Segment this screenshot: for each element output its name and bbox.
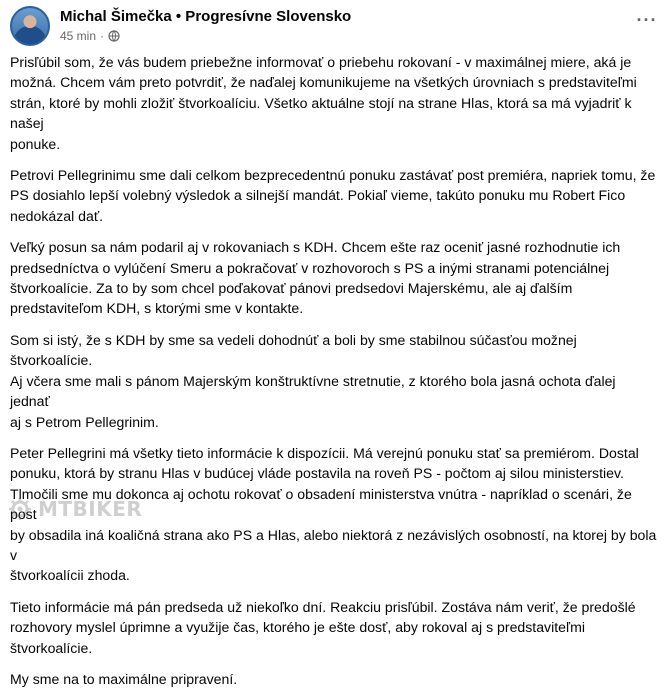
post-paragraph: Prisľúbil som, že vás budem priebežne informovať o priebehu rokovaní - v maximálnej miere, aká je možná. Chcem vám preto potvrdiť, že naďalej komunikujeme na všetkých úrovniach s predstaviteľmi strán, ktoré by mohli zložiť štvorkoalíciu. Všetko aktuálne stojí na strane Hlas, ktorá sa má vyjadriť k našej ponuke. [10, 54, 637, 152]
watermark [8, 495, 168, 523]
post-header [10, 6, 661, 46]
gear-logo-icon [8, 497, 32, 521]
post-paragraph: Veľký posun sa nám podaril aj v rokovaniach s KDH. Chcem ešte raz oceniť jasné rozhodnutie ich predsedníctva o vylúčení Smeru a pokračovať v rozhovoroch s PS a inými stranami potenciálnej štvorkoalície. Za to by som chcel poďakovať pánovi predsedovi Majerskému, ale aj ďalším predstaviteľom KDH, s ktorými sme v kontakte. [10, 239, 621, 317]
meta-separator: · [100, 29, 105, 43]
more-options-icon[interactable]: ··· [636, 9, 658, 30]
post-time[interactable]: 45 min [60, 29, 97, 43]
author-avatar[interactable] [10, 6, 50, 46]
post-paragraph: Peter Pellegrini má všetky tieto informácie k dispozícii. Má verejnú ponuku stať sa premiérom. Dostal ponuku, ktorá by stranu Hlas v budúcej vláde postavila na roveň PS - počtom aj silou ministerstiev. Tlmočili sme mu dokonca aj ochotu rokovať o obsadení ministerstva vnútra - napríklad o scenári, že post by obsadila iná koaličná strana ako PS a Hlas, alebo niektorá z nezávislých osobností, na ktorej by bola v štvorkoalícii zhoda. [10, 444, 657, 584]
post-paragraph: My sme na to maximálne pripravení. [10, 670, 238, 687]
watermark-text: MTBIKER [38, 497, 143, 521]
post-paragraph: Som si istý, že s KDH by sme sa vedeli dohodnúť a boli by sme stabilnou súčasťou možnej štvorkoalície. Aj včera sme mali s pánom Majerským konštruktívne stretnutie, z ktorého bola jasná ochota ďalej jednať aj s Petrom Pellegrinim. [10, 331, 616, 430]
post-body [10, 52, 658, 700]
author-name[interactable]: Michal Šimečka • Progresívne Slovensko [60, 8, 352, 25]
post-paragraph: Petrovi Pellegrinimu sme dali celkom bezprecedentnú ponuku zastávať post premiéra, napriek tomu, že PS dosiahlo lepší volebný výsledok a silnejší mandát. Pokiaľ vieme, takúto ponuku mu Robert Fico nedokázal dať. [10, 167, 656, 224]
post-meta [60, 29, 120, 43]
post-paragraph: Tieto informácie má pán predseda už niekoľko dní. Reakciu prisľúbil. Zostáva nám veriť, že predošlé rozhovory myslel úprimne a využije čas, ktorého je ešte dosť, aby rokoval aj s predstaviteľmi štvorkoalície. [10, 598, 636, 656]
globe-icon [108, 30, 120, 42]
